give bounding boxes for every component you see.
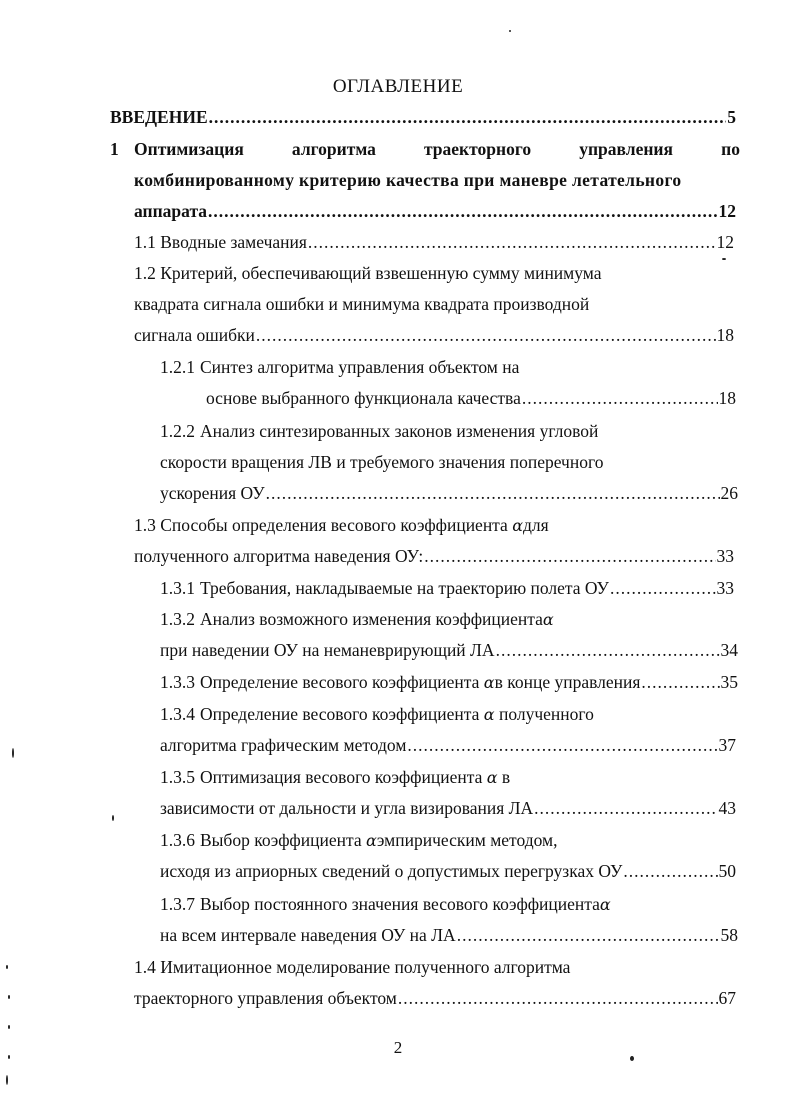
toc-entry-1-2-last [134, 324, 734, 346]
chapter-title-last-line [134, 200, 736, 222]
scan-speck [722, 258, 726, 260]
alpha-symbol: α [512, 516, 524, 535]
toc-entry-label: для [523, 515, 549, 535]
toc-entry-1-3-7[interactable] [160, 893, 611, 916]
chapter-number: 1 [110, 139, 119, 159]
scan-speck [6, 965, 8, 969]
toc-entry-label: Анализ возможного изменения коэффициента [200, 609, 543, 629]
toc-entry-1-3-2-last [160, 639, 738, 661]
toc-entry-label: 1.3 Способы определения весового коэффициента [134, 515, 508, 535]
alpha-symbol: α [366, 831, 377, 850]
toc-entry-label: основе выбранного функционала качества [206, 388, 521, 408]
toc-page-number: 58 [720, 925, 738, 945]
chapter-title-line: комбинированному критерию качества при маневре летательного [134, 170, 682, 190]
scan-speck [6, 1075, 8, 1085]
toc-page-number: 33 [716, 546, 734, 566]
toc-entry-chapter-1[interactable] [110, 138, 740, 160]
alpha-symbol: α [542, 610, 554, 629]
chapter-title-word: по [721, 139, 740, 159]
section-number: 1.3.7 [160, 894, 195, 914]
toc-entry-1-4-last [134, 987, 736, 1009]
toc-page-number: 26 [720, 483, 738, 503]
toc-entry-label: в [501, 767, 511, 787]
toc-entry-label: Синтез алгоритма управления объектом на [200, 357, 520, 377]
toc-entry-label: алгоритма графическим методом [160, 735, 407, 755]
dot-leader [522, 387, 718, 409]
chapter-title-word: алгоритма [291, 139, 376, 159]
dot-leader [623, 860, 717, 882]
toc-entry-label: сигнала ошибки [134, 325, 255, 345]
toc-entry-label: Требования, накладываемые на траекторию полета ОУ [200, 578, 609, 598]
toc-entry-label: на всем интервале наведения ОУ на ЛА [160, 925, 456, 945]
toc-entry-label: полученного алгоритма наведения ОУ: [134, 546, 424, 566]
dot-leader [496, 639, 720, 661]
toc-entry-intro[interactable] [110, 106, 736, 128]
section-number: 1.2.1 [160, 357, 195, 377]
toc-entry-1-3-4[interactable] [160, 703, 594, 726]
chapter-title-word: Оптимизация [134, 139, 244, 159]
section-number: 1.3.2 [160, 609, 195, 629]
toc-page-number: 12 [718, 201, 736, 221]
toc-page-number: 43 [718, 798, 736, 818]
section-number: 1.3.1 [160, 578, 195, 598]
scan-speck [630, 1056, 634, 1061]
toc-entry-1-3-4-last [160, 734, 736, 756]
dot-leader [407, 734, 717, 756]
scan-speck [12, 748, 14, 758]
toc-entry-label: Оптимизация весового коэффициента [200, 767, 483, 787]
toc-entry-1-4[interactable]: 1.4 Имитационное моделирование полученного алгоритма [134, 957, 571, 977]
toc-entry-1-3-last [134, 545, 734, 567]
toc-entry-1-3-3[interactable] [160, 671, 738, 694]
chapter-title-word: управления [579, 139, 673, 159]
toc-entry-1-2-2[interactable] [160, 420, 598, 442]
toc-page-number: 35 [720, 672, 738, 692]
toc-page-number: 50 [718, 861, 736, 881]
toc-entry-1-3-5[interactable] [160, 766, 510, 789]
scan-speck [112, 815, 114, 821]
toc-entry-label: ВВЕДЕНИЕ [110, 107, 208, 127]
toc-entry-label: Выбор постоянного значения весового коэффициента [200, 894, 600, 914]
toc-entry-label: траекторного управления объектом [134, 988, 397, 1008]
page-title: ОГЛАВЛЕНИЕ [332, 76, 464, 97]
section-number: 1.2.2 [160, 421, 195, 441]
scan-speck [8, 995, 10, 999]
scan-speck [8, 1055, 10, 1059]
toc-entry-1-3-2[interactable] [160, 608, 554, 631]
toc-entry-1-3-6[interactable] [160, 829, 557, 852]
dot-leader [256, 324, 716, 346]
toc-entry-1-1[interactable] [134, 231, 734, 253]
toc-entry-label: в конце управления [494, 672, 641, 692]
toc-entry-label: 1.1 Вводные замечания [134, 232, 307, 252]
dot-leader [209, 106, 727, 128]
alpha-symbol: α [483, 705, 495, 724]
chapter-title-word: траекторного [424, 139, 532, 159]
toc-entry-1-3-7-last [160, 924, 738, 946]
toc-entry-1-3-6-last [160, 860, 736, 882]
toc-entry-label: исходя из априорных сведений о допустимых перегрузках ОУ [160, 861, 623, 881]
scan-speck [509, 30, 511, 32]
alpha-symbol: α [483, 673, 495, 692]
toc-entry-1-2-2-last [160, 482, 738, 504]
chapter-title-text: аппарата [134, 201, 208, 221]
section-number: 1.3.4 [160, 704, 195, 724]
toc-entry-label: полученного [498, 704, 594, 724]
toc-entry-1-3[interactable] [134, 514, 549, 537]
toc-entry-1-2-line[interactable]: 1.2 Критерий, обеспечивающий взвешенную сумму минимума [134, 263, 602, 283]
section-number: 1.3.3 [160, 672, 195, 692]
toc-page-number: 12 [716, 232, 734, 252]
dot-leader [208, 200, 717, 222]
dot-leader [457, 924, 720, 946]
toc-entry-label: при наведении ОУ на неманеврирующий ЛА [160, 640, 495, 660]
scan-speck [8, 1025, 10, 1029]
toc-entry-1-2-line: квадрата сигнала ошибки и минимума квадрата производной [134, 294, 590, 314]
dot-leader [266, 482, 720, 504]
toc-page-number: 5 [727, 107, 736, 127]
dot-leader [534, 797, 717, 819]
toc-entry-label: зависимости от дальности и угла визирования ЛА [160, 798, 534, 818]
alpha-symbol: α [599, 895, 611, 914]
section-number: 1.3.6 [160, 830, 195, 850]
toc-page-number: 67 [718, 988, 736, 1008]
toc-entry-1-3-5-last [160, 797, 736, 819]
toc-entry-label: эмпирическим методом, [376, 830, 558, 850]
toc-entry-label: Определение весового коэффициента [200, 704, 480, 724]
toc-page-number: 18 [718, 388, 736, 408]
toc-entry-1-2-1-last [206, 387, 736, 409]
toc-entry-label: Анализ синтезированных законов изменения угловой [200, 421, 599, 441]
page-number: 2 [393, 1038, 403, 1057]
toc-entry-1-2-2-line: скорости вращения ЛВ и требуемого значения поперечного [160, 452, 604, 472]
toc-page-number: 34 [720, 640, 738, 660]
toc-entry-1-3-1[interactable] [160, 577, 734, 599]
toc-entry-1-2-1[interactable] [160, 356, 519, 378]
dot-leader [398, 987, 718, 1009]
dot-leader [641, 671, 719, 693]
toc-page-number: 37 [718, 735, 736, 755]
alpha-symbol: α [486, 768, 498, 787]
toc-entry-label: Выбор коэффициента [200, 830, 362, 850]
toc-page-number: 33 [716, 578, 734, 598]
toc-page-number: 18 [716, 325, 734, 345]
dot-leader [308, 231, 716, 253]
dot-leader [610, 577, 716, 599]
toc-entry-label: Определение весового коэффициента [200, 672, 480, 692]
toc-entry-label: ускорения ОУ [160, 483, 265, 503]
section-number: 1.3.5 [160, 767, 195, 787]
dot-leader [424, 545, 715, 567]
